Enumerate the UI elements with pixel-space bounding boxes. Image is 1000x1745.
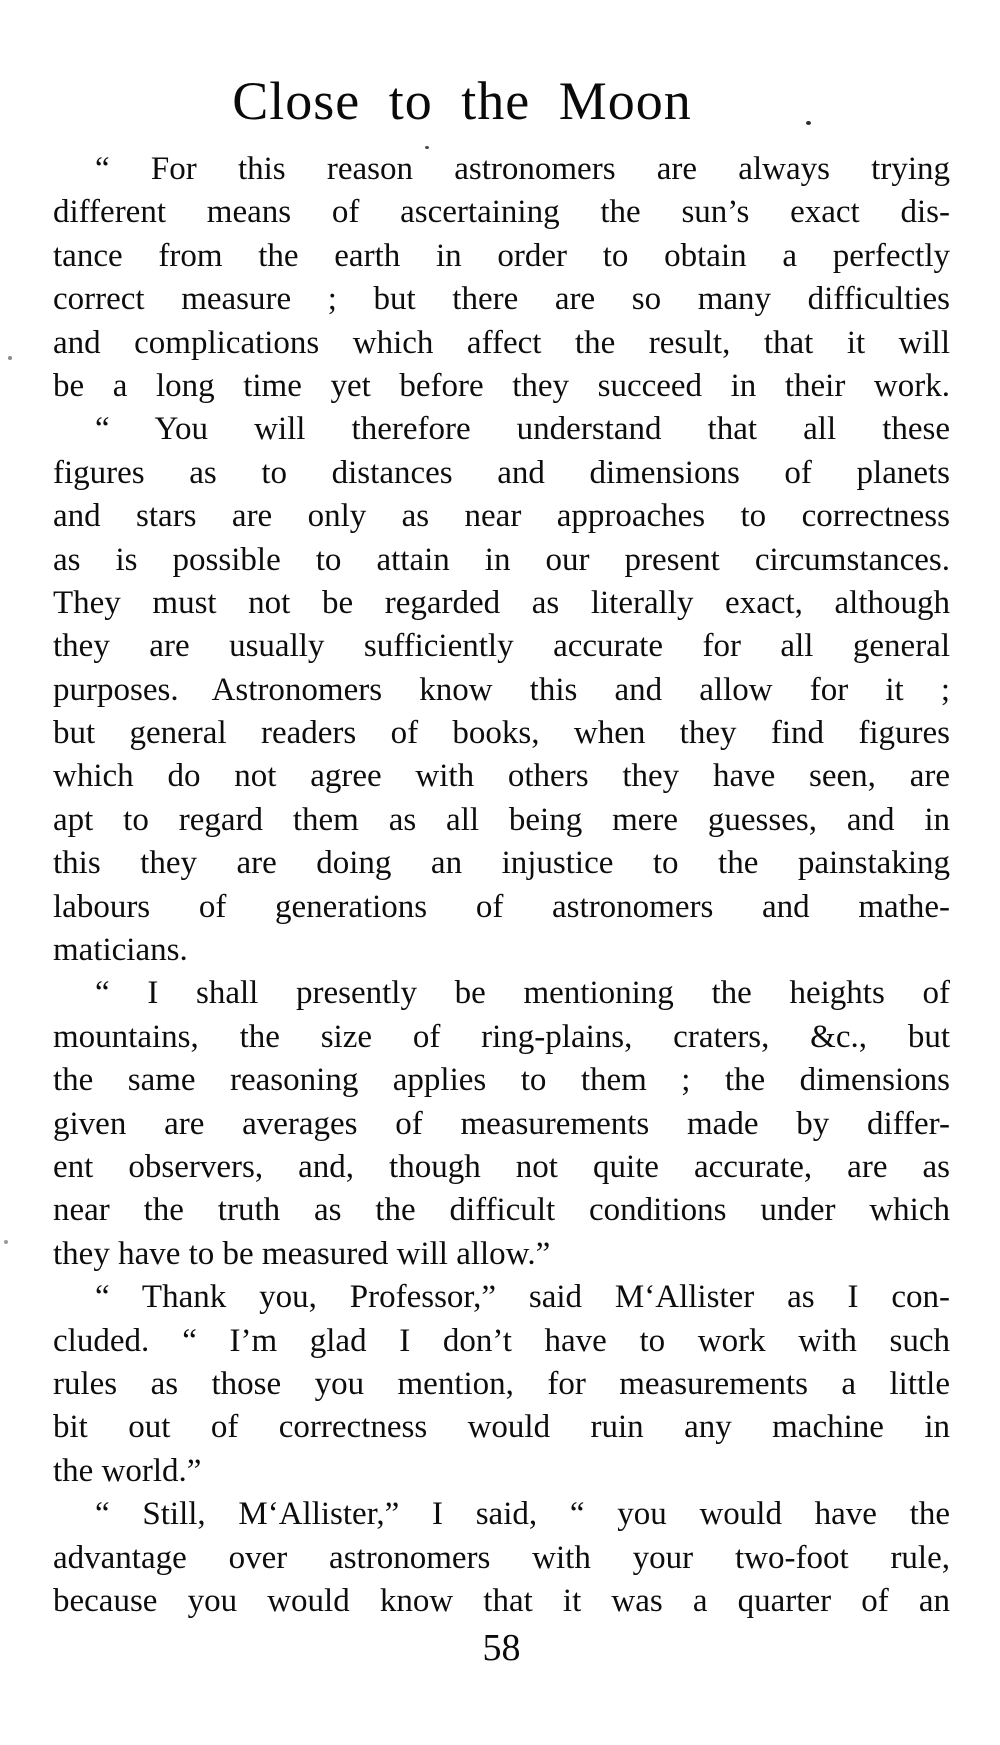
text-line: They must not be regarded as literally exact, although: [53, 584, 950, 621]
paragraph: [53, 1493, 950, 1623]
text-line: bit out of correctness would ruin any machine in: [53, 1409, 950, 1446]
chapter-title: Close to the Moon: [232, 71, 692, 131]
paragraph: [53, 148, 950, 408]
text-line: given are averages of measurements made by differ-: [53, 1105, 950, 1142]
text-line: and complications which affect the result, that it will: [53, 324, 950, 361]
text-line: as is possible to attain in our present circumstances.: [53, 541, 950, 578]
text-line: figures as to distances and dimensions of planets: [53, 454, 950, 491]
text-line: they are usually sufficiently accurate for all general: [53, 628, 950, 665]
text-line: purposes. Astronomers know this and allow for it ;: [53, 671, 950, 708]
text-line: but general readers of books, when they find figures: [53, 715, 950, 752]
text-line: tance from the earth in order to obtain a perfectly: [53, 237, 950, 274]
page-number: 58: [482, 1627, 521, 1669]
paragraph: [53, 1276, 950, 1493]
text-line: near the truth as the difficult conditions under which: [53, 1192, 950, 1229]
text-line: different means of ascertaining the sun’s exact dis-: [53, 194, 950, 231]
text-line: “ For this reason astronomers are always trying: [95, 151, 950, 187]
text-line: “ Thank you, Professor,” said M‘Allister as I con-: [95, 1279, 950, 1316]
text-line: “ I shall presently be mentioning the heights of: [95, 975, 950, 1012]
text-line: this they are doing an injustice to the painstaking: [53, 845, 950, 882]
text-line: which do not agree with others they have seen, are: [53, 758, 950, 795]
text-line: rules as those you mention, for measurements a little: [53, 1365, 950, 1402]
text-line: be a long time yet before they succeed in their work.: [53, 367, 950, 404]
scan-speck: [8, 356, 12, 360]
text-line: “ You will therefore understand that all these: [95, 411, 950, 448]
text-line: the same reasoning applies to them ; the dimensions: [53, 1062, 950, 1099]
text-line: labours of generations of astronomers and mathe-: [53, 888, 950, 925]
text-line: because you would know that it was a quarter of an: [53, 1582, 950, 1619]
text-line: cluded. “ I’m glad I don’t have to work with such: [53, 1322, 950, 1359]
scan-speck: [806, 121, 811, 125]
paragraph: [53, 408, 950, 972]
scan-speck: [4, 1240, 8, 1244]
text-line: maticians.: [53, 932, 188, 969]
text-line: and stars are only as near approaches to correctness: [53, 498, 950, 535]
text-line: advantage over astronomers with your two-foot rule,: [53, 1539, 950, 1576]
text-line: ent observers, and, though not quite accurate, are as: [53, 1148, 950, 1185]
text-line: they have to be measured will allow.”: [53, 1235, 551, 1272]
text-line: the world.”: [53, 1452, 202, 1489]
text-line: “ Still, M‘Allister,” I said, “ you would have the: [95, 1496, 950, 1533]
text-line: mountains, the size of ring-plains, craters, &c., but: [53, 1018, 950, 1055]
page-body: [53, 148, 950, 1623]
text-line: correct measure ; but there are so many difficulties: [53, 281, 950, 318]
text-line: apt to regard them as all being mere guesses, and in: [53, 801, 950, 838]
paragraph: [53, 972, 950, 1276]
